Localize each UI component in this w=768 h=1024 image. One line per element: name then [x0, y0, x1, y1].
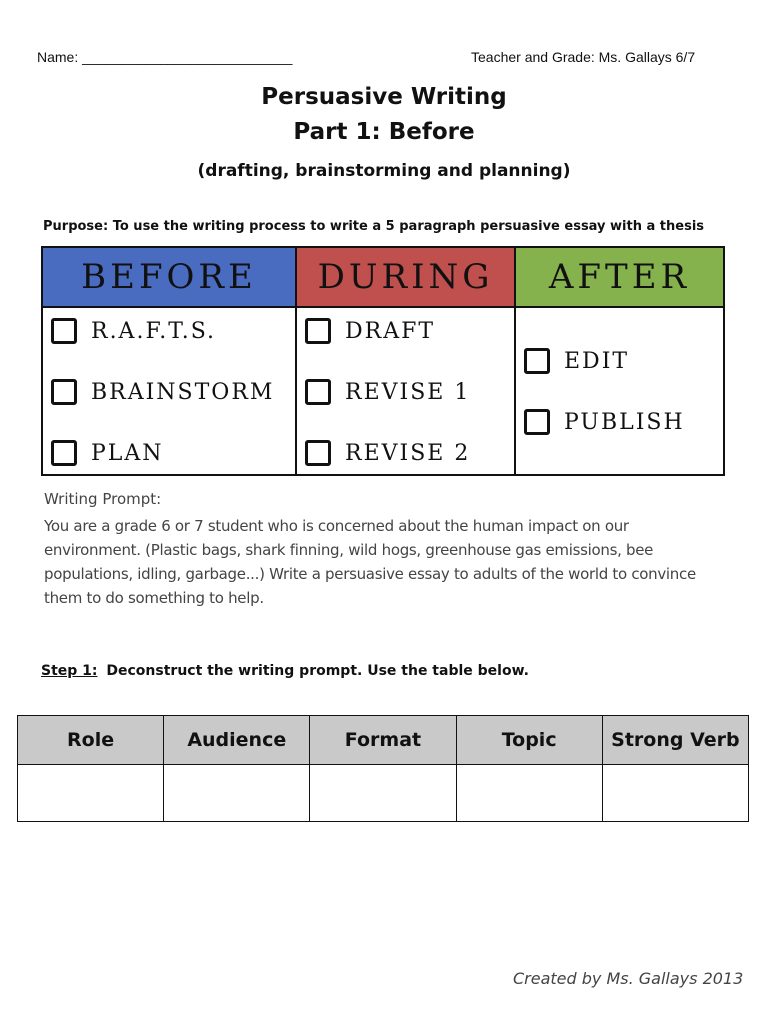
raft-header-strong-verb: Strong Verb	[602, 716, 748, 765]
checklist-item[interactable]	[51, 440, 164, 466]
raft-header-audience: Audience	[164, 716, 310, 765]
checklist-item[interactable]	[305, 379, 470, 405]
raft-cell-strong-verb[interactable]	[602, 765, 748, 822]
raft-cell-topic[interactable]	[456, 765, 602, 822]
checkbox-icon[interactable]	[305, 318, 331, 344]
checkbox-icon[interactable]	[524, 409, 550, 435]
checklist-item[interactable]	[305, 318, 435, 344]
raft-header-format: Format	[310, 716, 456, 765]
raft-header-topic: Topic	[456, 716, 602, 765]
page-subtitle-phases: (drafting, brainstorming and planning)	[197, 161, 571, 181]
raft-cell-format[interactable]	[310, 765, 456, 822]
raft-table	[17, 715, 749, 822]
process-column-during	[297, 248, 516, 474]
page-subtitle-part: Part 1: Before	[293, 119, 475, 145]
process-heading-during: DURING	[297, 248, 514, 308]
teacher-grade-label: Teacher and Grade: Ms. Gallays 6/7	[471, 49, 696, 65]
checklist-item[interactable]	[51, 318, 216, 344]
checklist-item-label: BRAINSTORM	[91, 379, 275, 405]
checklist-item[interactable]	[524, 348, 629, 374]
raft-header-role: Role	[18, 716, 164, 765]
checklist-item[interactable]	[524, 409, 685, 435]
step-1-label: Step 1:	[41, 663, 98, 679]
checklist-item[interactable]	[51, 379, 274, 405]
process-column-before	[43, 248, 297, 474]
checklist-item[interactable]	[305, 440, 470, 466]
process-heading-before: BEFORE	[43, 248, 295, 308]
footer-credit: Created by Ms. Gallays 2013	[513, 969, 744, 988]
raft-cell-audience[interactable]	[164, 765, 310, 822]
checkbox-icon[interactable]	[305, 440, 331, 466]
checklist-item-label: EDIT	[564, 348, 630, 374]
writing-prompt-label: Writing Prompt:	[44, 490, 162, 508]
checklist-item-label: R.A.F.T.S.	[91, 318, 216, 344]
name-field-label: Name: ___________________________	[37, 49, 293, 65]
process-heading-after: AFTER	[516, 248, 723, 308]
process-column-after	[516, 248, 723, 474]
writing-prompt-text: You are a grade 6 or 7 student who is concerned about the human impact on our environment. (Plastic bags, shark finning, wild hogs, greenhouse gas emissions, bee populations, idling, garbage...) Write a persuasive essay to adults of the world to convince them to do something to help.	[44, 517, 696, 607]
checklist-item-label: PUBLISH	[564, 409, 685, 435]
page-title: Persuasive Writing	[261, 84, 507, 110]
raft-header-row	[18, 716, 749, 765]
purpose-text: Purpose: To use the writing process to write a 5 paragraph persuasive essay with a thesis	[43, 219, 705, 234]
checklist-item-label: PLAN	[91, 440, 164, 466]
checklist-item-label: REVISE 1	[345, 379, 471, 405]
step-1-text: Deconstruct the writing prompt. Use the table below.	[106, 663, 529, 679]
step-1-instruction	[41, 663, 529, 679]
raft-answer-row	[18, 765, 749, 822]
checkbox-icon[interactable]	[51, 440, 77, 466]
checkbox-icon[interactable]	[51, 379, 77, 405]
checklist-item-label: DRAFT	[345, 318, 436, 344]
checklist-item-label: REVISE 2	[345, 440, 471, 466]
process-table	[41, 246, 725, 476]
checkbox-icon[interactable]	[524, 348, 550, 374]
checkbox-icon[interactable]	[51, 318, 77, 344]
raft-cell-role[interactable]	[18, 765, 164, 822]
checkbox-icon[interactable]	[305, 379, 331, 405]
